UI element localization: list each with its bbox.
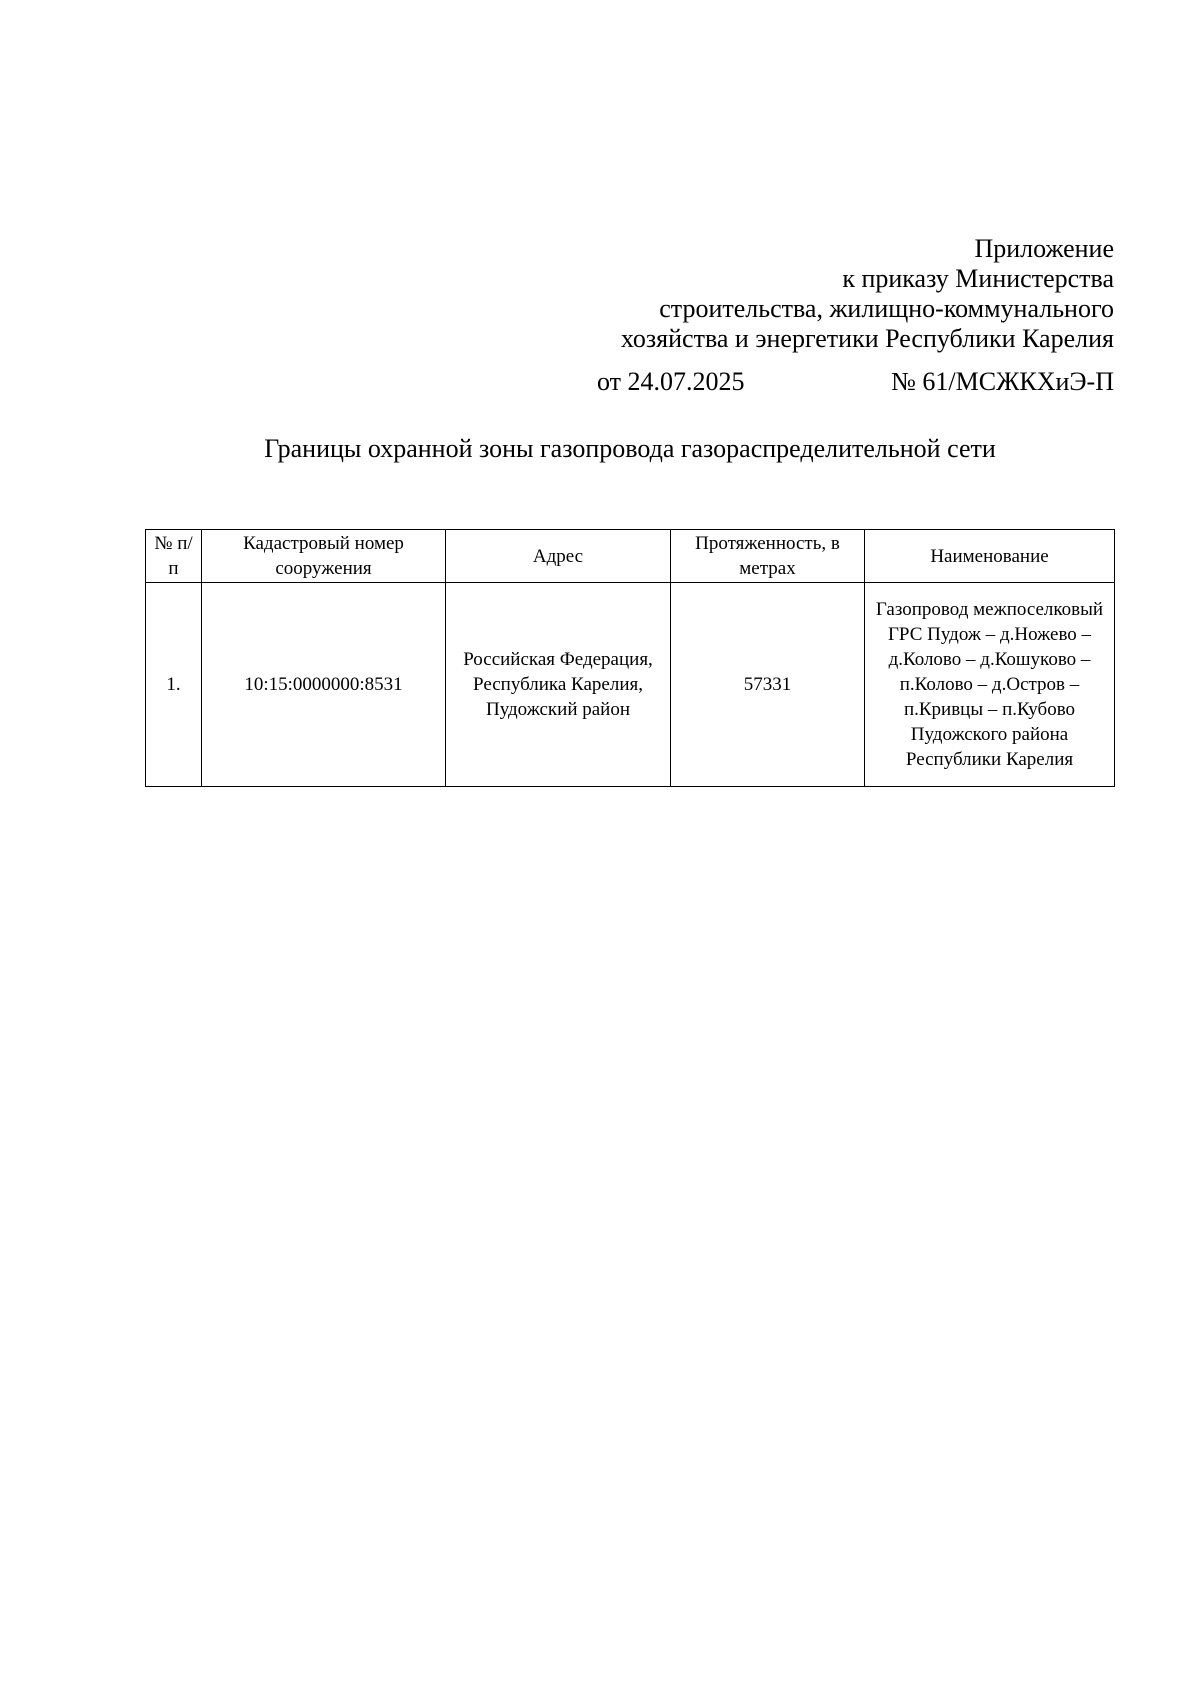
table-header-row <box>146 530 1115 583</box>
table-row <box>146 583 1115 787</box>
order-date: от 24.07.2025 <box>597 367 745 396</box>
header-cadastral: Кадастровый номер сооружения <box>202 530 446 583</box>
cell-address: Российская Федерация, Республика Карелия, Пудожский район <box>446 583 671 787</box>
document-title: Границы охранной зоны газопровода газораспределительной сети <box>264 434 996 463</box>
header-length: Протяженность, в метрах <box>671 530 865 583</box>
cell-name: Газопровод межпоселковый ГРС Пудож – д.Ножево – д.Колово – д.Кошуково – п.Колово – д.Остров – п.Кривцы – п.Кубово Пудожского района Республики Карелия <box>865 583 1115 787</box>
order-number: № 61/МСЖКХиЭ-П <box>891 367 1114 396</box>
header-number: № п/п <box>146 530 202 583</box>
appendix-order-ref: к приказу Министерства <box>842 264 1114 293</box>
header-address: Адрес <box>446 530 671 583</box>
cell-cadastral: 10:15:0000000:8531 <box>202 583 446 787</box>
protection-zone-table <box>145 529 1115 787</box>
appendix-label: Приложение <box>974 234 1114 263</box>
appendix-header <box>560 234 1114 354</box>
header-name: Наименование <box>865 530 1115 583</box>
appendix-ministry-line2: хозяйства и энергетики Республики Карелия <box>620 324 1114 353</box>
cell-length: 57331 <box>671 583 865 787</box>
appendix-ministry-line1: строительства, жилищно-коммунального <box>659 294 1114 323</box>
cell-number: 1. <box>146 583 202 787</box>
